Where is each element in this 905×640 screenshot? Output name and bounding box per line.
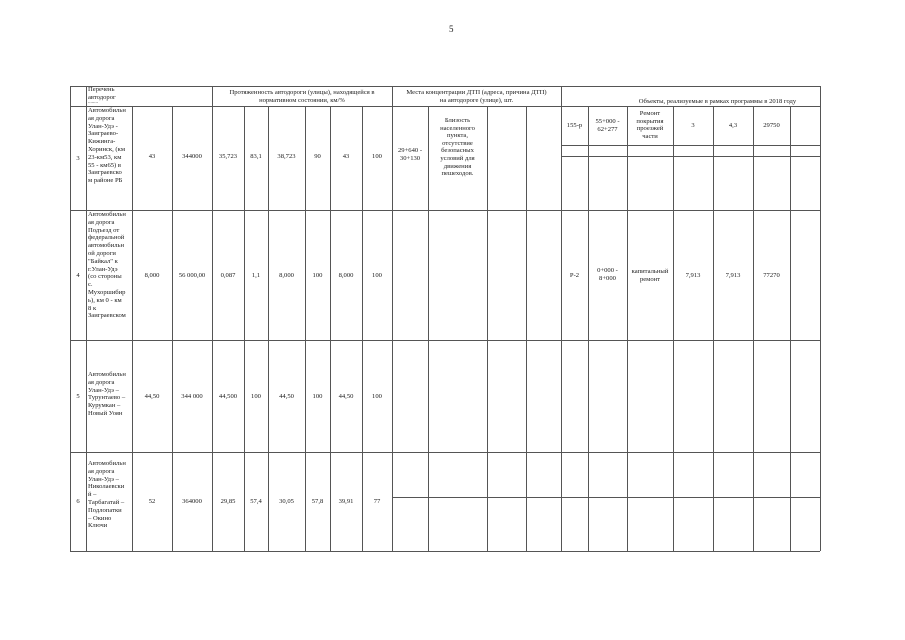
row-6-value-3: 30,05 [279,498,294,505]
row-3-value-5: 43 [342,152,350,160]
row-5-cost: 344 000 [181,392,203,400]
row-5-length: 44,50 [144,392,160,400]
row-4-object-km: 0+000 - 8+000 [597,267,618,282]
row-6-road-name: Автомобильн ая дорога Улан-Удэ – Николаевски й – Тарбагатай – Подлопатки – Окино Ключи [88,460,126,530]
row-5-road-name: Автомобильн ая дорога Улан-Удэ – Турунтаево – Курумкан – Новый Уоян [88,371,126,417]
row-4-object-code: Р-2 [569,271,580,279]
row-6-number: 6 [76,498,80,505]
row-3-value-4: 90 [314,152,321,160]
row-5-value-5: 44,50 [338,392,354,400]
col-border-obj-code [588,106,589,551]
row-3-road-name: Автомобильн ая дорога Улан-Удэ - Заиграево- Кижинга- Хоринск, (км 23-км53, км 55 - км65) в Заиграевско м районе РБ [88,107,126,185]
row-4-value-2: 1,1 [251,271,261,279]
row-5-number: 5 [76,392,80,400]
row-3-value-3: 38,723 [277,152,296,160]
col-border-dtp-a [526,106,527,551]
row-6-length: 52 [148,498,156,505]
header-objects-2018: Объекты, реализуемые в рамках программы в 2018 году [638,98,797,105]
row-3-dtp-reason: Близость населенного пункта, отсутствие безопасных условий для движения пешеходов. [440,117,475,178]
row-5-value-2: 100 [251,392,261,400]
table-top-border [70,86,820,87]
row-4-object-b: 7,913 [725,271,741,279]
col-border-right [820,86,821,551]
row-3-subline-2 [561,156,820,157]
row-6-value-4: 57,8 [311,498,324,505]
row-5-value-4: 100 [312,392,323,400]
row-6-value-1: 29,85 [220,498,236,505]
row-4-value-4: 100 [312,271,323,279]
col-border-obj-c [790,106,791,551]
row-5-value-1: 44,500 [218,392,238,400]
col-border-dtp-reason [487,106,488,551]
row-4-value-3: 8,000 [279,271,294,279]
header-road-list: Перечень автодорог [88,86,116,101]
row-4-road-name: Автомобильн ая дорога Подъезд от федеральной автомобильн ой дороги "Байкал" к г.Улан-Удэ (со стороны с. Мухоршибир ь), км 0 - км 8 к Заиграевском [88,211,126,320]
row-3-value-2: 83,1 [250,152,262,160]
row-5-value-3: 44,50 [279,392,294,400]
page-number: 5 [449,24,454,34]
row-3-value-6: 100 [372,152,382,160]
row-4-value-6: 100 [372,271,382,279]
row-3-object-a: 3 [691,122,695,129]
row-3-length: 43 [148,152,156,160]
row-4-object-c: 77270 [763,271,780,279]
row-6-value-2: 57,4 [250,498,262,505]
header-road-list-cut: ........ [88,100,98,105]
row-3-subline-1 [561,145,820,146]
header-dtp-places: Места концентрации ДТП (адреса, причина ДТП) на автодороге (улице), шт. [406,89,547,104]
row-6-value-6: 77 [373,498,381,505]
row-3-object-code: 155-р [566,122,583,129]
row-6-value-5: 39,91 [338,498,354,505]
row-4-value-5: 8,000 [338,271,354,279]
row-4-object-work: капитальный ремонт [631,268,669,283]
row-4-cost: 56 000,00 [178,271,206,279]
row-4-object-a: 7,913 [685,271,701,279]
header-normative-length: Протяженность автодороги (улицы), находящейся в нормативном состоянии, км/% [229,89,375,104]
row-3-dtp-km: 29+640 - 30+130 [397,147,423,162]
row-5-value-6: 100 [372,392,382,400]
row-4-number: 4 [76,271,80,279]
col-border-num [86,86,87,551]
row-6-subline-1 [392,497,820,498]
row-3-cost: 344000 [182,152,202,160]
table-bottom-border [70,551,820,552]
row-3-object-c: 29750 [763,122,780,129]
row-3-object-work: Ремонт покрытия проезжей части [636,110,664,140]
row-3-number: 3 [76,154,80,162]
row-3-object-km: 55+000 - 62+277 [595,118,620,133]
row-3-value-1: 35,723 [218,152,238,160]
row-4-value-1: 0,087 [220,271,236,279]
row-3-object-b: 4,3 [728,122,738,129]
col-border-obj-km [627,106,628,551]
row-4-length: 8,000 [144,271,160,279]
row-6-cost: 364000 [182,498,202,505]
